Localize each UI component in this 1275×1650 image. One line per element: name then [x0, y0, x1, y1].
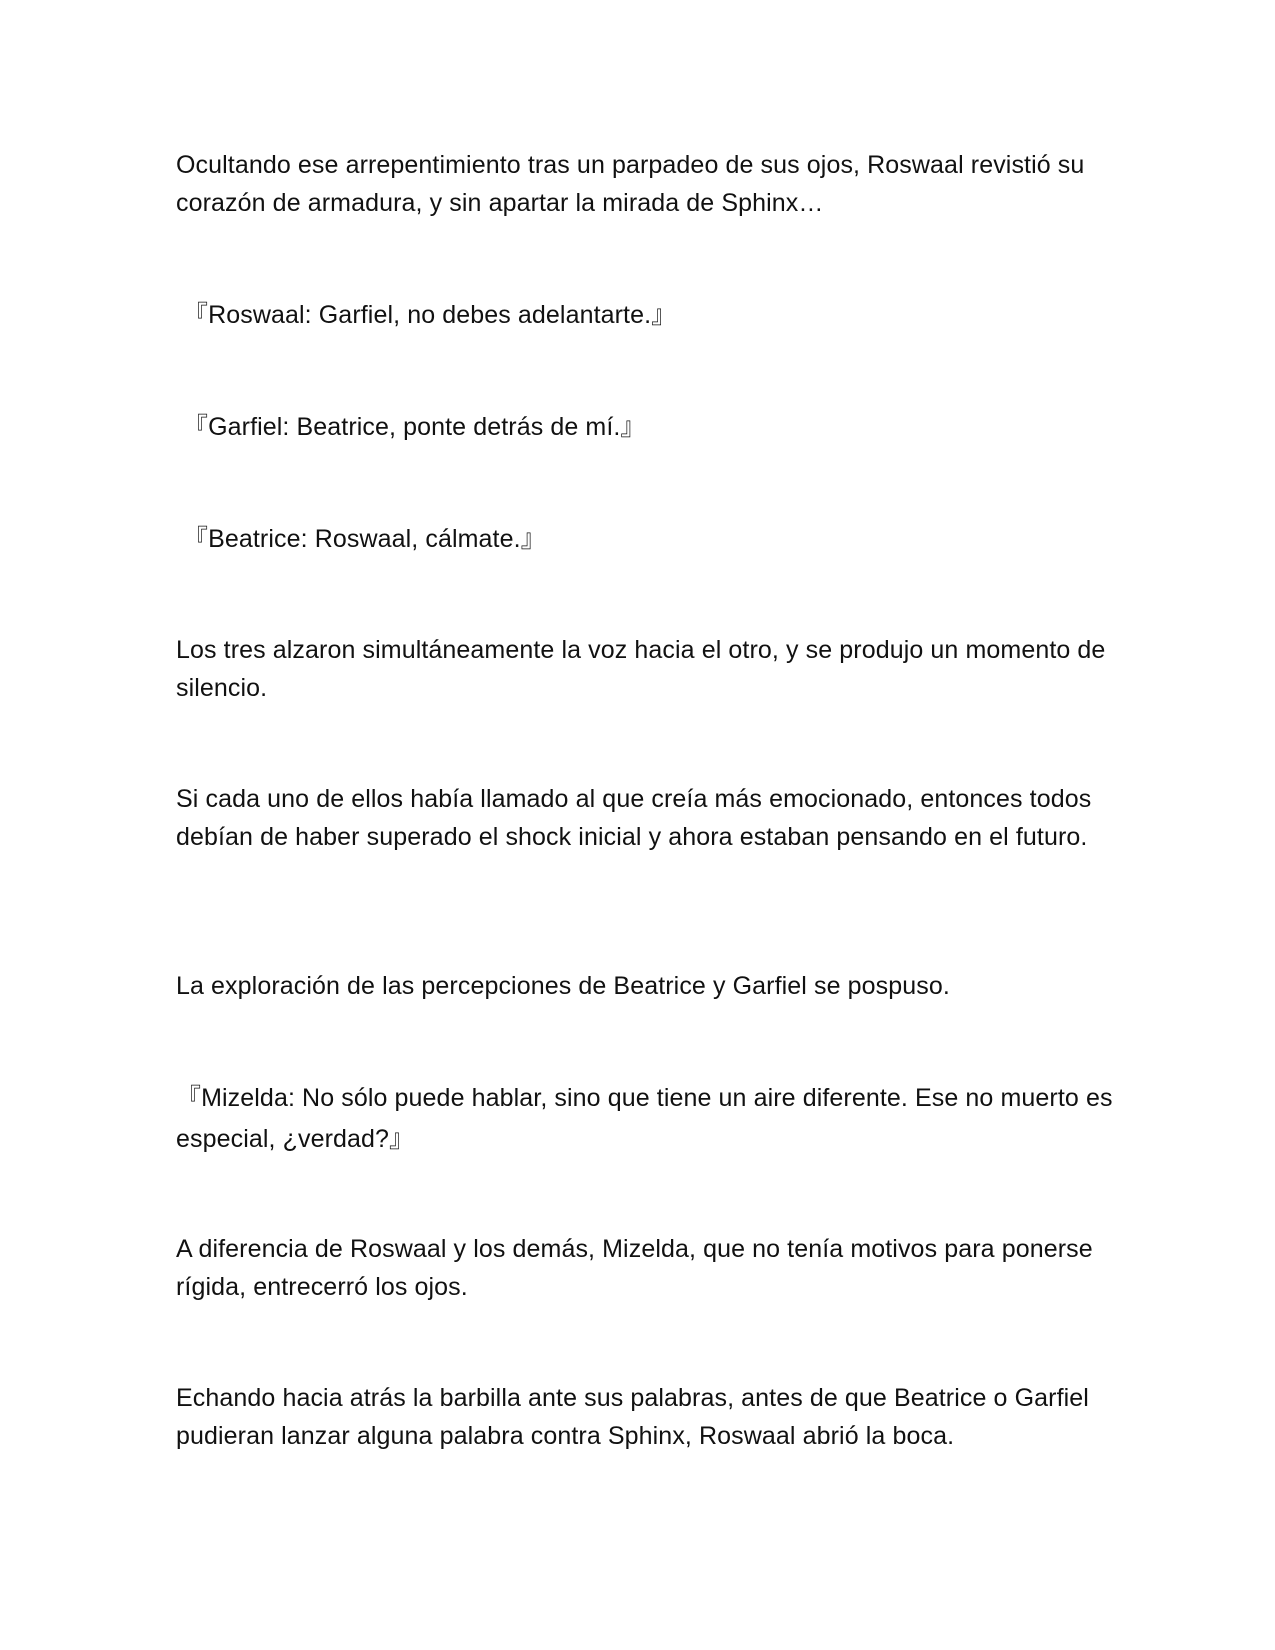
- paragraph-narration: Si cada uno de ellos había llamado al que creía más emocionado, entonces todos debían de haber superado el shock inicial y ahora estaban pensando en el futuro.: [176, 785, 1092, 851]
- paragraph-dialogue-beatrice: 『Beatrice: Roswaal, cálmate.』: [183, 525, 546, 553]
- paragraph-dialogue-roswaal: 『Roswaal: Garfiel, no debes adelantarte.』: [183, 301, 677, 329]
- paragraph-narration: A diferencia de Roswaal y los demás, Mizelda, que no tenía motivos para ponerse rígida, entrecerró los ojos.: [176, 1235, 1093, 1301]
- paragraph-narration: La exploración de las percepciones de Beatrice y Garfiel se pospuso.: [176, 972, 950, 1000]
- paragraph-dialogue-garfiel: 『Garfiel: Beatrice, ponte detrás de mí.』: [183, 413, 646, 441]
- paragraph-narration: Los tres alzaron simultáneamente la voz hacia el otro, y se produjo un momento de silencio.: [176, 636, 1106, 702]
- paragraph-narration: Echando hacia atrás la barbilla ante sus palabras, antes de que Beatrice o Garfiel pudieran lanzar alguna palabra contra Sphinx, Roswaal abrió la boca.: [176, 1384, 1089, 1450]
- paragraph-dialogue-mizelda: 『Mizelda: No sólo puede hablar, sino que tiene un aire diferente. Ese no muerto es especial, ¿verdad?』: [176, 1084, 1113, 1153]
- paragraph-narration: Ocultando ese arrepentimiento tras un parpadeo de sus ojos, Roswaal revistió su corazón de armadura, y sin apartar la mirada de Sphinx…: [176, 151, 1085, 217]
